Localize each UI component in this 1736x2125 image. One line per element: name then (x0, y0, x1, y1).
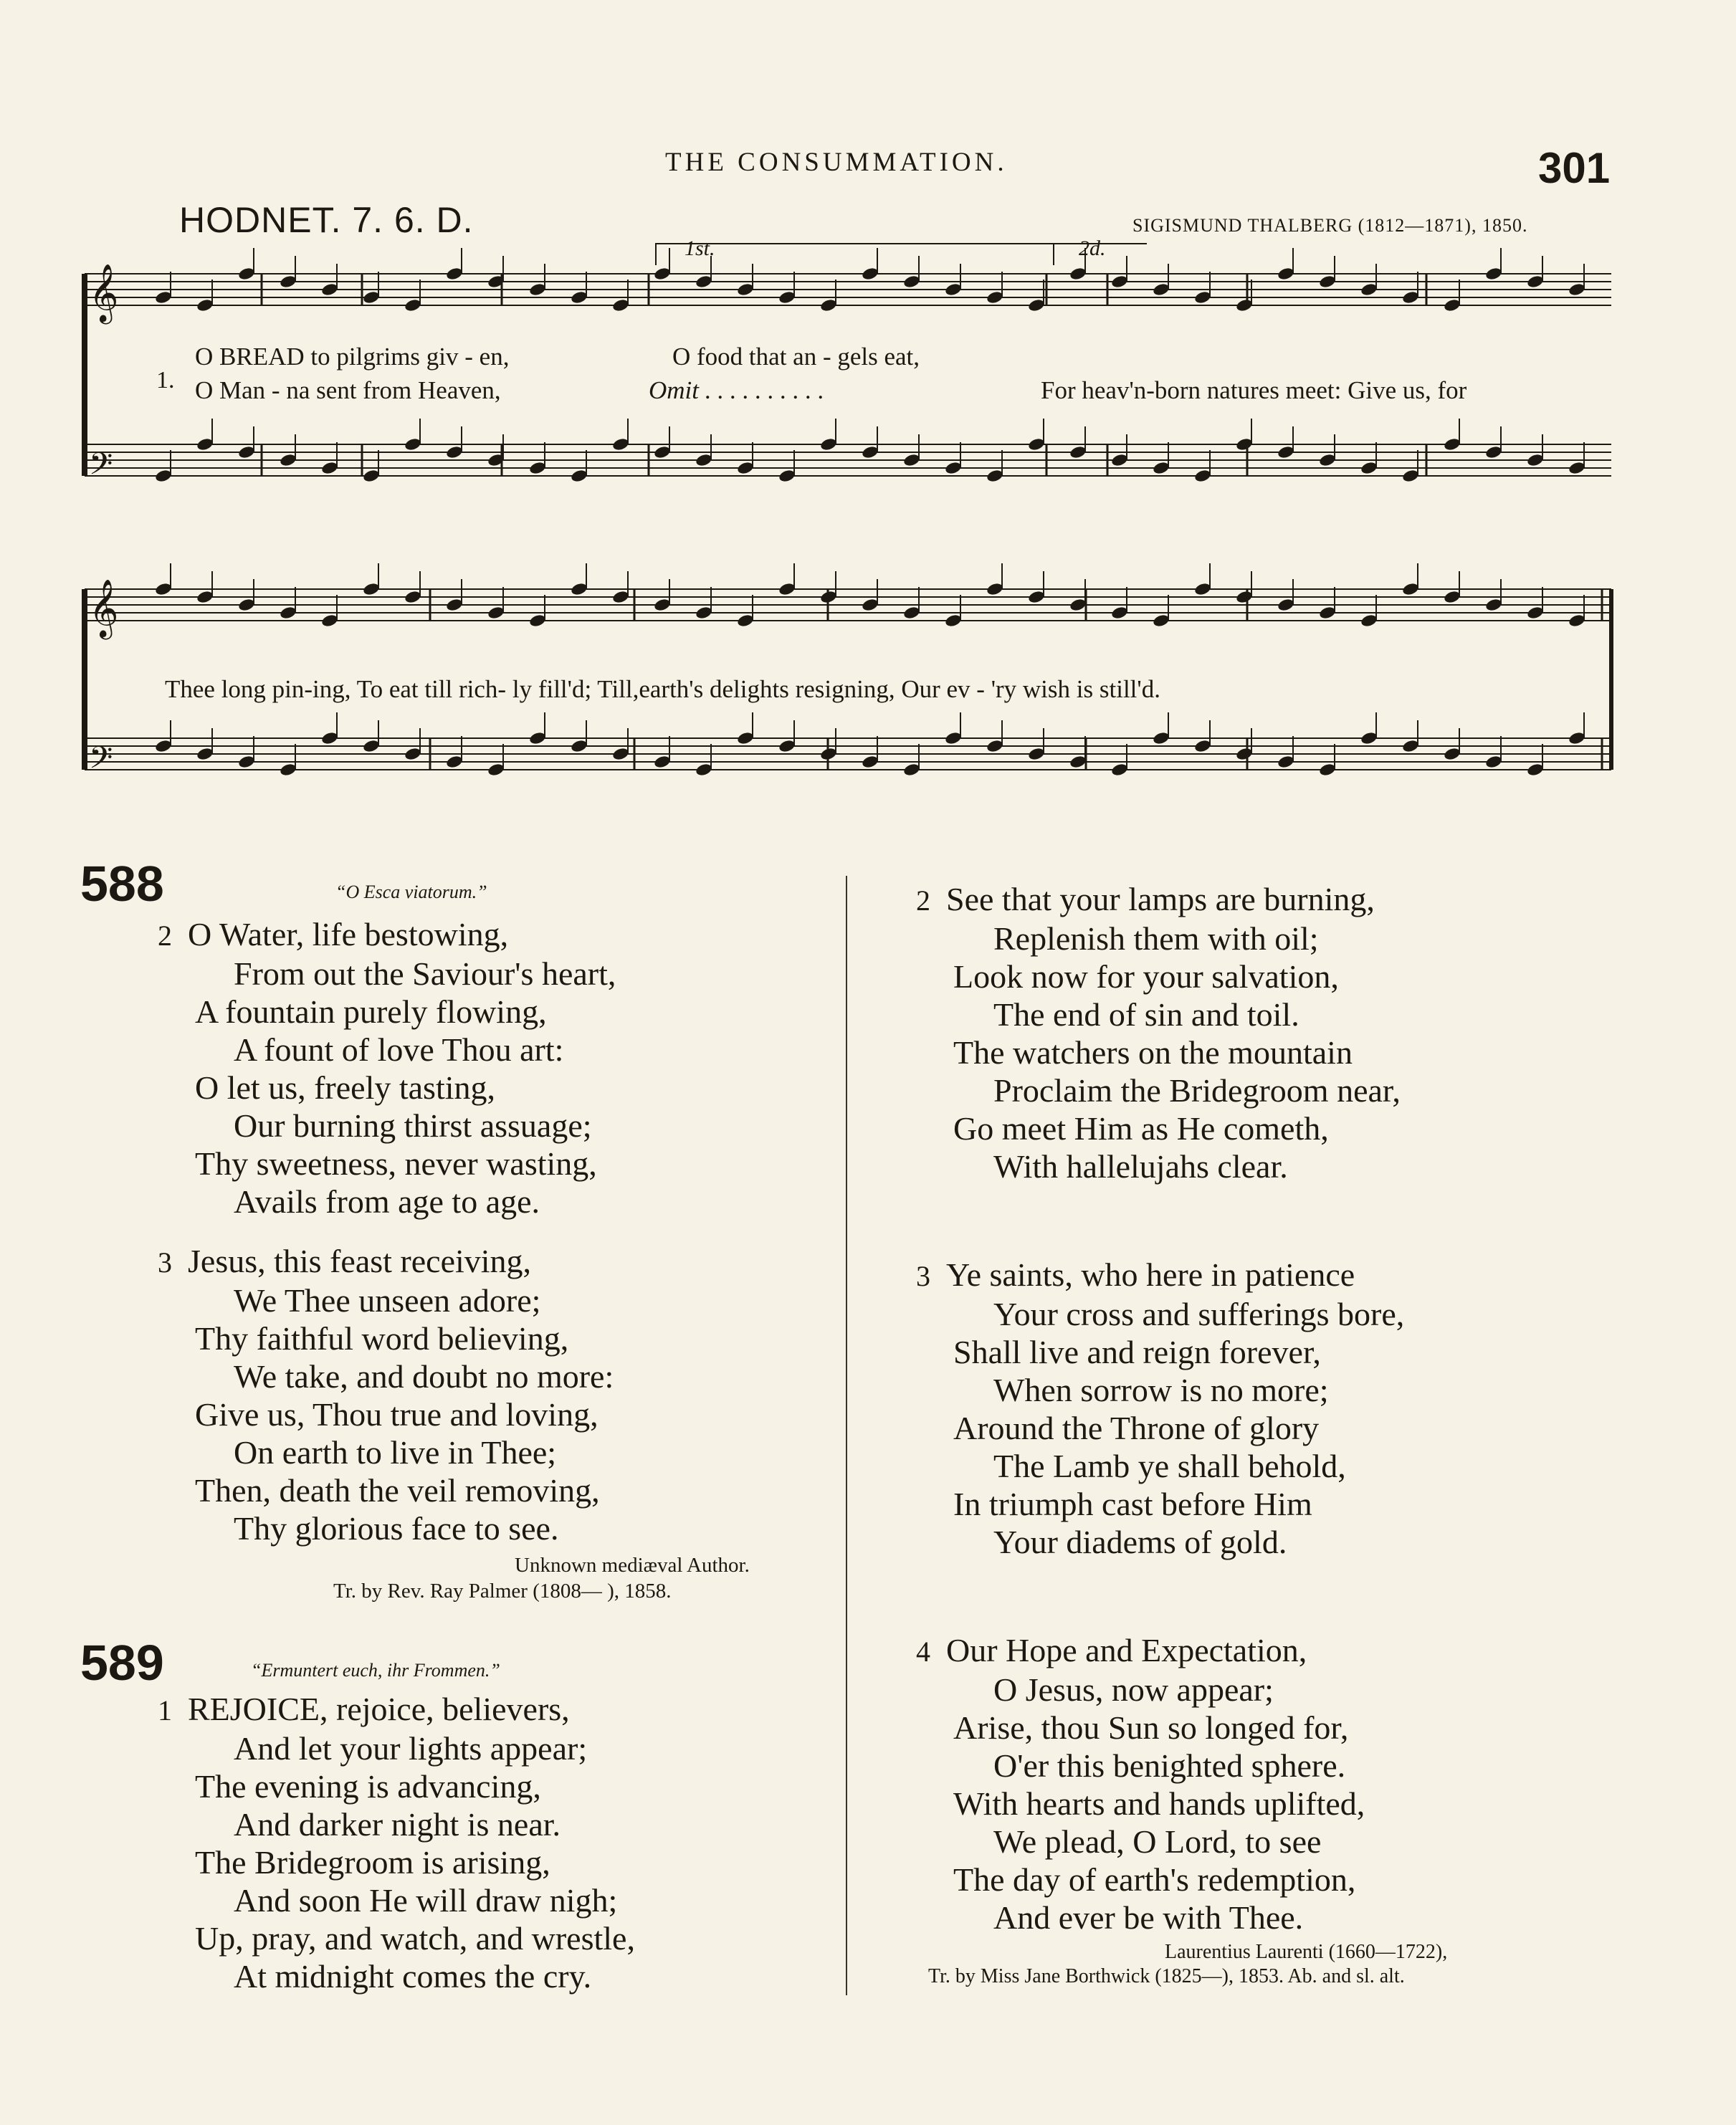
note-head (653, 445, 671, 460)
note-head (944, 731, 962, 746)
note-head (861, 755, 879, 770)
note-head (1360, 461, 1378, 476)
verse-number: 3 (158, 1246, 172, 1279)
note-head (944, 461, 962, 476)
note-head (154, 739, 172, 754)
note-head (362, 739, 380, 754)
note-head (362, 582, 380, 597)
bass-clef-icon: 𝄢 (89, 447, 113, 490)
note-head (445, 445, 463, 460)
note-head (1526, 274, 1544, 290)
note-head (695, 274, 712, 290)
note-head (902, 453, 920, 468)
note-head (1152, 461, 1170, 476)
note-head (1484, 598, 1502, 613)
note-head (861, 267, 879, 282)
note-head (404, 747, 421, 762)
hymn-number-588: 588 (80, 856, 164, 912)
note-head (1443, 590, 1461, 605)
note-head (1027, 590, 1045, 605)
note-head (1110, 606, 1128, 621)
lyrics-line-2-b: For heav'n-born natures meet: Give us, for (1041, 376, 1467, 404)
note-head (1484, 267, 1502, 282)
note-head (279, 453, 297, 468)
note-head (1277, 755, 1294, 770)
note-head (944, 613, 962, 629)
note-head (445, 267, 463, 282)
note-head (1110, 274, 1128, 290)
note-head (653, 267, 671, 282)
note-head (1027, 437, 1045, 452)
note-head (1318, 453, 1336, 468)
note-head (1443, 437, 1461, 452)
hymn-number-589: 589 (80, 1635, 164, 1691)
note-head (362, 469, 380, 484)
note-head (736, 282, 754, 297)
note-head (611, 437, 629, 452)
treble-clef-icon: 𝄞 (89, 263, 119, 322)
hymn-588-verse-2: 2 O Water, life bestowing, From out the Saviour's heart, A fountain purely flowing, A fount of love Thou art: O let us, freely tasting, Our burning thirst assuage; Thy sweetness, never wasting, Avails from age to age. (158, 916, 616, 1220)
note-head (1152, 731, 1170, 746)
note-head (736, 461, 754, 476)
note-head (1027, 298, 1045, 313)
note-head (404, 298, 421, 313)
note-head (404, 590, 421, 605)
hymn-588-translator: Tr. by Rev. Ray Palmer (1808— ), 1858. (333, 1580, 672, 1603)
note-head (1235, 437, 1253, 452)
note-head (528, 613, 546, 629)
note-head (196, 747, 214, 762)
hymn-589-verse-1: 1 REJOICE, rejoice, believers, And let your lights appear; The evening is advancing, And darker night is near. The Bridegroom is arising, And soon He will draw nigh; Up, pray, and watch, and wrestle, At midnight comes the cry. (158, 1691, 635, 1995)
note-head (1152, 613, 1170, 629)
omit-marking: Omit . . . . . . . . . . (649, 376, 824, 404)
note-head (1235, 747, 1253, 762)
note-head (653, 755, 671, 770)
first-ending-bracket (656, 244, 1054, 265)
note-head (1484, 755, 1502, 770)
note-head (1069, 445, 1087, 460)
hymn-589-verse-2: 2 See that your lamps are burning, Replenish them with oil; Look now for your salvation, The end of sin and toil. The watchers on the mountain Proclaim the Bridegroom near, Go meet Him as He cometh, With hallelujahs clear. (916, 881, 1401, 1185)
stanza-marker: 1. (156, 367, 175, 393)
note-head (819, 298, 837, 313)
note-head (986, 739, 1003, 754)
note-head (1526, 606, 1544, 621)
hymn-589-author: Laurentius Laurenti (1660—1722), (1165, 1941, 1448, 1963)
note-head (1443, 747, 1461, 762)
note-head (1360, 282, 1378, 297)
note-head (320, 731, 338, 746)
note-head (819, 747, 837, 762)
note-head (736, 731, 754, 746)
note-head (1235, 590, 1253, 605)
note-head (861, 445, 879, 460)
note-head (1235, 298, 1253, 313)
hymn-589-verse-3: 3 Ye saints, who here in patience Your cross and sufferings bore, Shall live and reign forever, When sorrow is no more; Around the Throne of glory The Lamb ye shall behold, In triumph cast before Him Your diadems of gold. (916, 1256, 1405, 1560)
note-head (611, 590, 629, 605)
note-head (736, 613, 754, 629)
note-head (778, 290, 796, 305)
note-head (1069, 755, 1087, 770)
lyrics-line-1-a: O BREAD to pilgrims giv - en, (195, 343, 510, 371)
note-head (1318, 763, 1336, 778)
note-head (320, 613, 338, 629)
second-ending-label: 2d. (1079, 237, 1106, 260)
verse-number: 2 (158, 920, 172, 952)
hymn-589-translator: Tr. by Miss Jane Borthwick (1825—), 1853. Ab. and sl. alt. (928, 1965, 1405, 1987)
tune-name: HODNET. 7. 6. D. (179, 200, 474, 240)
note-head (404, 437, 421, 452)
note-head (237, 755, 255, 770)
hymn-589-verse-4: 4 Our Hope and Expectation, O Jesus, now appear; Arise, thou Sun so longed for, O'er this benighted sphere. With hearts and hands uplifted, We plead, O Lord, to see The day of earth's redemption, And ever be with Thee. (916, 1632, 1365, 1936)
note-head (570, 739, 588, 754)
note-head (986, 290, 1003, 305)
note-head (1401, 739, 1419, 754)
running-head: THE CONSUMMATION. (665, 148, 1008, 177)
note-head (570, 469, 588, 484)
note-head (320, 461, 338, 476)
note-head (528, 282, 546, 297)
note-head (1277, 598, 1294, 613)
note-head (1152, 282, 1170, 297)
note-head (778, 582, 796, 597)
note-head (1027, 747, 1045, 762)
note-head (154, 290, 172, 305)
note-head (237, 267, 255, 282)
note-head (570, 290, 588, 305)
note-head (611, 298, 629, 313)
note-head (487, 763, 505, 778)
note-head (1193, 582, 1211, 597)
note-head (154, 582, 172, 597)
note-head (1401, 582, 1419, 597)
page-number: 301 (1538, 144, 1611, 192)
note-head (445, 755, 463, 770)
verse-number: 4 (916, 1635, 930, 1668)
note-head (611, 747, 629, 762)
note-head (154, 469, 172, 484)
verse-number: 1 (158, 1694, 172, 1727)
note-head (986, 469, 1003, 484)
note-head (1277, 267, 1294, 282)
note-head (1568, 731, 1585, 746)
note-head (528, 731, 546, 746)
note-head (1193, 739, 1211, 754)
treble-clef-icon: 𝄞 (89, 578, 119, 637)
note-head (237, 598, 255, 613)
note-head (1110, 763, 1128, 778)
note-head (1568, 613, 1585, 629)
bass-clef-icon: 𝄢 (89, 740, 113, 783)
note-head (902, 274, 920, 290)
note-head (1193, 469, 1211, 484)
note-head (1568, 461, 1585, 476)
verse-number: 3 (916, 1260, 930, 1292)
note-head (1568, 282, 1585, 297)
note-head (528, 461, 546, 476)
hymn-588-author: Unknown mediæval Author. (515, 1554, 750, 1577)
note-head (362, 290, 380, 305)
note-head (279, 606, 297, 621)
column-divider (846, 876, 847, 1995)
note-head (1526, 763, 1544, 778)
note-head (1277, 445, 1294, 460)
lyrics-line-1-b: O food that an - gels eat, (672, 343, 920, 371)
note-head (1360, 613, 1378, 629)
note-head (778, 739, 796, 754)
note-head (653, 598, 671, 613)
note-head (944, 282, 962, 297)
note-head (196, 590, 214, 605)
note-head (695, 453, 712, 468)
hymn-589-title: “Ermuntert euch, ihr Frommen.” (251, 1660, 500, 1681)
note-head (1069, 267, 1087, 282)
note-head (279, 763, 297, 778)
note-head (237, 445, 255, 460)
note-head (279, 274, 297, 290)
note-head (1401, 290, 1419, 305)
note-head (695, 606, 712, 621)
verse-number: 2 (916, 884, 930, 917)
note-head (1443, 298, 1461, 313)
note-head (1360, 731, 1378, 746)
lyrics-line-2-a: O Man - na sent from Heaven, (195, 376, 501, 404)
note-head (902, 606, 920, 621)
hymn-588-title: “O Esca viatorum.” (335, 882, 487, 902)
note-head (1526, 453, 1544, 468)
note-head (902, 763, 920, 778)
note-head (1318, 274, 1336, 290)
first-ending-label: 1st. (685, 237, 715, 260)
note-head (1401, 469, 1419, 484)
note-head (861, 598, 879, 613)
note-head (986, 582, 1003, 597)
note-head (570, 582, 588, 597)
note-head (1193, 290, 1211, 305)
note-head (1110, 453, 1128, 468)
note-head (819, 590, 837, 605)
note-head (196, 298, 214, 313)
music-score (0, 0, 1736, 860)
note-head (695, 763, 712, 778)
lyrics-line-3: Thee long pin-ing, To eat till rich- ly fill'd; Till,earth's delights resigning, Our ev - 'ry wish is still'd. (165, 675, 1160, 703)
note-head (196, 437, 214, 452)
hymn-588-verse-3: 3 Jesus, this feast receiving, We Thee unseen adore; Thy faithful word believing, We take, and doubt no more: Give us, Thou true and loving, On earth to live in Thee; Then, death the veil removing, Thy glorious face to see. (158, 1243, 614, 1547)
note-head (1484, 445, 1502, 460)
composer-credit: SIGISMUND THALBERG (1812—1871), 1850. (1132, 215, 1528, 236)
note-head (778, 469, 796, 484)
note-head (445, 598, 463, 613)
note-head (320, 282, 338, 297)
note-head (487, 606, 505, 621)
note-head (1318, 606, 1336, 621)
note-head (819, 437, 837, 452)
note-head (1069, 598, 1087, 613)
